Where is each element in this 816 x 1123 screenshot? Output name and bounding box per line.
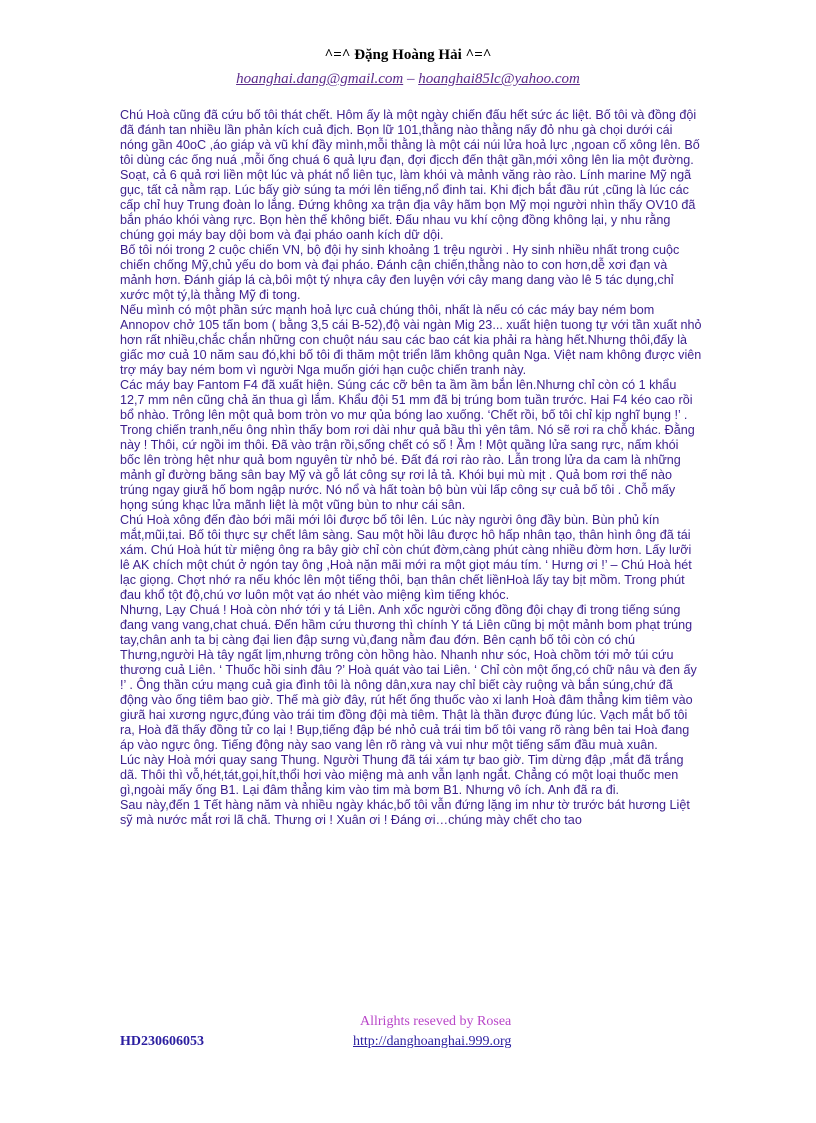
email-link-gmail[interactable]: hoanghai.dang@gmail.com xyxy=(236,71,404,87)
paragraph-4: Các máy bay Fantom F4 đã xuất hiện. Súng các cỡ bên ta ầm ầm bắn lên.Nhưng chỉ còn có 1 khẩu 12,7 mm nên cũng chả ăn thua gì lắm. Khẩu đội 51 mm đã bị trúng bom tuần trước. Hai F4 kéo cao rồi bổ nhào. Trông lên một quả bom tròn vo mư qủa bóng lao xuống. ‘Chết rồi, bố tôi chỉ kịp nghĩ bụng !’ . Trong chiến tranh,nếu ông nhìn thấy bom rơi dài như quả bầu thì yên tâm. Nó sẽ rơi ra chỗ khác. Đằng này ! Thôi, cứ ngồi im thôi. Đã vào trận rồi,sống chết có số ! Ầm ! Một quầng lửa sang rực, nấm khói bốc lên tròng hệt như quả bom nguyên từ nhỏ bé. Đất đá rơi rào rào. Lẫn trong lửa da cam là những mảnh gỉ đường băng sân bay Mỹ và gỗ lát công sự rơi lả tả. Khói bụi mù mịt . Quả bom rơi thế nào trúng ngay giưã hố bom ngập nước. Nó nổ và hất toàn bộ bùn vùi lấp công sự cuả bố tôi . Chỗ mấy họng súng khạc lửa mãnh liệt là một vũng bùn to như cái sân. xyxy=(120,378,695,512)
email-separator: – xyxy=(403,71,419,87)
page-title: ^=^ Đặng Hoàng Hải ^=^ xyxy=(324,47,492,63)
article-body xyxy=(120,108,702,828)
author-emails xyxy=(0,71,816,88)
paragraph-2: Bố tôi nói trong 2 cuộc chiến VN, bộ đội hy sinh khoảng 1 trệu người . Hy sinh nhiều nhất trong cuộc chiến chống Mỹ,chủ yếu do bom và đại pháo. Đánh cận chiến,thằng nào to con hơn,dễ xơi đạn và mảnh hơn. Đánh giáp lá cà,bôi một tý nhựa cây đen luyện với cây mang dang vào lê 5 tác dụng,chỉ xước một tý,là thằng Mỹ đi tong. xyxy=(120,243,680,302)
footer-website-link[interactable]: http://danghoanghai.999.org xyxy=(353,1034,512,1049)
paragraph-5: Chú Hoà xông đến đào bới mãi mới lôi được bố tôi lên. Lúc này người ông đầy bùn. Bùn phủ kín mắt,mũi,tai. Bố tôi thực sự chết lâm sàng. Sau một hồi lâu được hô hấp nhân tạo, thân hình ông đã tái xám. Chú Hoà hút từ miệng ông ra bây giờ chỉ còn chút đờm,càng phút càng nhiều đờm hơn. Lấy lưỡi lê AK chích một chút ở ngón tay ông ,Hoà nặn mãi mới ra một giọt máu tím. ‘ Hưng ơi !’ – Chú Hoà hét lạc giọng. Chợt nhớ ra nếu khóc lên một tiếng thôi, bạn thân chết liềnHoà lấy tay bịt mồm. Trong phút đau khổ tột độ,chú vơ luôn một vạt áo nhét vào miệng kìm tiếng khóc. xyxy=(120,513,692,602)
footer-rights: Allrights reseved by Rosea xyxy=(360,1014,512,1029)
paragraph-3: Nếu mình có một phần sức mạnh hoả lực cuả chúng thôi, nhất là nếu có các máy bay ném bom Annopov chở 105 tấn bom ( bằng 3,5 cái B-52),độ vài ngàn Mig 23... xuất hiện tuong tự với tần xuất nhỏ hơn rất nhiều,chắc chắn những con chuột náu sau các bao cát kia phải ra hàng hết.Nhưng thôi,đấy là giấc mơ cuả 10 năm sau đó,khi bố tôi đi thăm một triển lãm không quân Nga. Việt nam không được viên trợ máy bay ném bom vì người Nga muốn giới hạn cuộc chiến tranh này. xyxy=(120,303,702,377)
paragraph-7: Lúc này Hoà mới quay sang Thung. Người Thung đã tái xám tự bao giờ. Tim dừng đập ,mắt đã trắng dã. Thôi thì vỗ,hét,tát,gọi,hít,thổi hơi vào miệng mà anh vẫn lạnh ngắt. Chẳng có một loại thuốc men gì,ngoài mấy ống B1. Lại đâm thẳng kim vào tim mà bơm B1. Nhưng vô ích. Anh đã ra đi. xyxy=(120,753,684,797)
email-link-yahoo[interactable]: hoanghai85lc@yahoo.com xyxy=(418,71,580,87)
footer-document-code: HD230606053 xyxy=(120,1034,204,1049)
paragraph-8: Sau này,đến 1 Tết hàng năm và nhiều ngày khác,bố tôi vẫn đứng lặng im như tờ trước bát hương Liệt sỹ mà nước mắt rơi lã chã. Thưng ơi ! Xuân ơi ! Đáng ơi…chúng mày chết cho tao xyxy=(120,798,690,827)
paragraph-1: Chú Hoà cũng đã cứu bố tôi thát chết. Hôm ấy là một ngày chiến đấu hết sức ác liệt. Bố tôi và đồng đội đã đánh tan nhiều lần phản kích cuả địch. Bọn lữ 101,thằng nào thằng nấy đỏ nhu gà chọi dưới cái nóng gần 40oC ,áo giáp và vũ khí đầy mình,mỗi thằng là một cái núi lửa hoả lực ,ngoan cố xông lên. Bố tôi dùng các ống nuá ,mỗi ống chuá 6 quả lựu đạn, đợi địcch đến thật gần,mới xông lên lia một đường. Soạt, cả 6 quả rơi liền một lúc và phát nổ liên tục, làm khói và mảnh văng rào rào. Lính marine Mỹ ngã gục, tất cả nằm rạp. Lúc bấy giờ súng ta mới lên tiếng,nổ đinh tai. Khi địch bắt đầu rút ,cũng là lúc các cấp chỉ huy Trung đoàn lo lắng. Đứng không xa trận địa vây hãm bọn Mỹ mọi người nhìn thấy OV10 đã bắn pháo khói vàng rực. Bọn hèn thế không biết. Đấu nhau vu khí cộng đồng không lại, y nhu rằng chúng gọi máy bay dội bom và đại pháo oanh kích dữ dội. xyxy=(120,108,700,242)
paragraph-6: Nhưng, Lạy Chuá ! Hoà còn nhớ tới y tá Liên. Anh xốc người cõng đồng đội chạy đi trong tiếng súng đang vang vang,chat chuá. Đến hầm cứu thương thì chính Y tá Liên cũng bị một mảnh bom phạt trúng tay,chân anh ta bị càng đại lien đập sưng vù,đang nằm đau đớn. Bên cạnh bố tôi còn có chú Thưng,người Hà tây ngất lịm,nhưng trông còn hồng hào. Nhanh như sóc, Hoà chồm tới mở túi cứu thương cuả Liên. ‘ Thuốc hồi sinh đâu ?’ Hoà quát vào tai Liên. ‘ Chỉ còn một ống,có chữ nâu và đen ấy !’ . Ông thần cứu mạng cuả gia đình tôi là nông dân,xưa nay chỉ biết cày ruộng và bắn súng,chứ đã động vào ống tiêm bao giờ. Thế mà giờ đây, rút hết ống thuốc vào xi lanh Hoà đâm thẳng kim tiêm vào giưã hai xương ngực,đúng vào trái tim đồng đội mà tiêm. Thật là thần được đúng lúc. Vạch mắt bố tôi ra, Hoà đã thấy đồng tử co lại ! Bụp,tiếng đập bé nhỏ cuả trái tim bố tôi vang rõ ràng bên tai Hoà đang áp vào ngực ông. Tiếng động này sao vang lên rõ ràng và vui như một tiếng sấm đầu muà xuân. xyxy=(120,603,697,752)
